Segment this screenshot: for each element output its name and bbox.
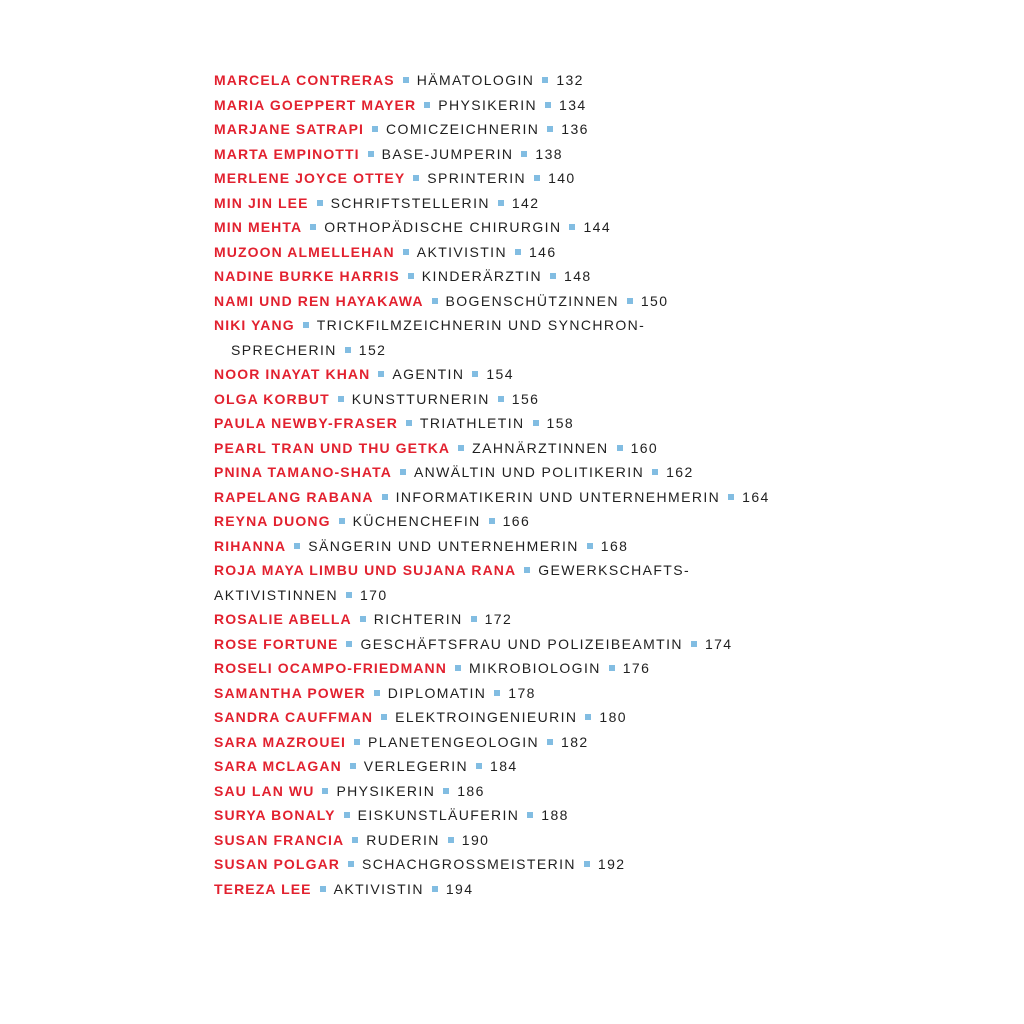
separator-square-icon (569, 224, 575, 230)
separator-square-icon (348, 861, 354, 867)
entry-role: HÄMATOLOGIN (416, 72, 535, 88)
separator-square-icon (587, 543, 593, 549)
toc-entry (214, 460, 814, 485)
separator-square-icon (458, 445, 464, 451)
separator-square-icon (534, 175, 540, 181)
entry-role: PHYSIKERIN (438, 96, 538, 113)
entry-role: AKTIVISTIN (333, 880, 424, 897)
entry-name: SAMANTHA POWER (214, 684, 366, 701)
entry-page-number: 164 (742, 488, 770, 505)
entry-page-number: 176 (622, 660, 651, 676)
entry-page-number: 140 (548, 170, 576, 186)
toc-entry (214, 68, 814, 93)
toc-entry (214, 852, 814, 877)
entry-page-number: 148 (564, 268, 592, 284)
entry-role: RUDERIN (366, 831, 440, 848)
entry-role: GESCHÄFTSFRAU UND POLIZEIBEAMTIN (360, 635, 683, 652)
separator-square-icon (403, 249, 409, 255)
entry-page-number: 170 (360, 586, 388, 603)
separator-square-icon (317, 200, 323, 206)
entry-role: RICHTERIN (373, 611, 463, 627)
entry-name: MIN MEHTA (214, 219, 303, 235)
entry-role: DIPLOMATIN (387, 684, 487, 701)
entry-role: PLANETENGEOLOGIN (368, 733, 540, 750)
entry-role: SCHACHGROSSMEISTERIN (362, 856, 576, 872)
toc-entry (214, 681, 814, 706)
separator-square-icon (374, 690, 380, 696)
entry-name: SARA MAZROUEI (214, 733, 347, 750)
separator-square-icon (339, 518, 345, 524)
entry-page-number: 144 (583, 219, 612, 235)
entry-name: MUZOON ALMELLEHAN (214, 243, 395, 260)
entry-page-number: 182 (561, 733, 589, 750)
entry-role: EISKUNSTLÄUFERIN (357, 807, 520, 823)
entry-name: SAU LAN WU (214, 782, 315, 799)
entry-role: COMICZEICHNERIN (386, 121, 540, 137)
separator-square-icon (489, 518, 495, 524)
entry-role: MIKROBIOLOGIN (468, 660, 601, 676)
entry-page-number: 180 (599, 709, 627, 725)
entry-name: ROJA MAYA LIMBU UND SUJANA RANA (214, 562, 517, 578)
entry-role: KUNSTTURNERIN (351, 390, 490, 407)
separator-square-icon (350, 763, 356, 769)
toc-entry (214, 142, 814, 167)
toc-entry (214, 509, 814, 534)
entry-page-number: 156 (511, 390, 540, 407)
toc-entry (214, 828, 814, 853)
entry-name: ROSE FORTUNE (214, 635, 339, 652)
separator-square-icon (527, 812, 533, 818)
separator-square-icon (346, 641, 352, 647)
entry-role: VERLEGERIN (363, 758, 469, 774)
separator-square-icon (443, 788, 449, 794)
entry-role: TRIATHLETIN (419, 415, 525, 431)
toc-entry (214, 607, 814, 632)
separator-square-icon (494, 690, 500, 696)
separator-square-icon (472, 371, 478, 377)
toc-entry (214, 656, 814, 681)
toc-entry (214, 730, 814, 755)
entry-name: SURYA BONALY (214, 807, 336, 823)
separator-square-icon (432, 886, 438, 892)
entry-page-number: 132 (556, 72, 584, 88)
entry-name: NIKI YANG (214, 317, 295, 333)
separator-square-icon (471, 616, 477, 622)
entry-page-number: 172 (484, 611, 513, 627)
entry-page-number: 188 (541, 807, 569, 823)
entry-page-number: 134 (559, 96, 587, 113)
separator-square-icon (372, 126, 378, 132)
separator-square-icon (524, 567, 530, 573)
separator-square-icon (627, 298, 633, 304)
entry-role: ANWÄLTIN UND POLITIKERIN (413, 464, 645, 480)
entry-name: RIHANNA (214, 537, 287, 554)
entry-role: ZAHNÄRZTINNEN (472, 439, 609, 456)
toc-entry (214, 705, 814, 730)
entry-page-number: 162 (666, 464, 694, 480)
separator-square-icon (498, 200, 504, 206)
entry-name: RAPELANG RABANA (214, 488, 374, 505)
entry-role: KINDERÄRZTIN (421, 268, 543, 284)
toc-entry (214, 313, 814, 362)
entry-name: PAULA NEWBY-FRASER (214, 415, 398, 431)
entry-page-number: 178 (508, 684, 536, 701)
separator-square-icon (413, 175, 419, 181)
toc-entry (214, 754, 814, 779)
entry-name: SUSAN POLGAR (214, 856, 340, 872)
entry-role: TRICKFILMZEICHNERIN UND SYNCHRON- (316, 317, 646, 333)
entry-name: MIN JIN LEE (214, 194, 309, 211)
entry-role: ELEKTROINGENIEURIN (395, 709, 578, 725)
separator-square-icon (322, 788, 328, 794)
separator-square-icon (550, 273, 556, 279)
toc-entry (214, 362, 814, 387)
separator-square-icon (533, 420, 539, 426)
separator-square-icon (521, 151, 527, 157)
separator-square-icon (400, 469, 406, 475)
separator-square-icon (320, 886, 326, 892)
separator-square-icon (294, 543, 300, 549)
separator-square-icon (542, 77, 548, 83)
entry-name: NOOR INAYAT KHAN (214, 366, 371, 382)
entry-role: BOGENSCHÜTZINNEN (445, 292, 619, 309)
entry-page-number: 138 (535, 145, 563, 162)
entry-name: SARA MCLAGAN (214, 758, 342, 774)
entry-role: ORTHOPÄDISCHE CHIRURGIN (324, 219, 562, 235)
separator-square-icon (338, 396, 344, 402)
separator-square-icon (346, 592, 352, 598)
entry-page-number: 160 (630, 439, 659, 456)
separator-square-icon (360, 616, 366, 622)
separator-square-icon (381, 714, 387, 720)
separator-square-icon (382, 494, 388, 500)
separator-square-icon (345, 347, 351, 353)
toc-entry (214, 632, 814, 657)
separator-square-icon (310, 224, 316, 230)
separator-square-icon (352, 837, 358, 843)
entry-name: MARTA EMPINOTTI (214, 145, 360, 162)
entry-page-number: 150 (640, 292, 669, 309)
entry-role: INFORMATIKERIN UND UNTERNEHMERIN (395, 488, 721, 505)
entry-continuation (214, 338, 814, 363)
entry-page-number: 186 (457, 782, 485, 799)
entry-page-number: 136 (561, 121, 589, 137)
entry-role: AGENTIN (392, 366, 465, 382)
entry-role: SCHRIFTSTELLERIN (330, 194, 490, 211)
entry-page-number: 184 (490, 758, 518, 774)
separator-square-icon (303, 322, 309, 328)
entry-continuation (214, 583, 814, 608)
entry-role: KÜCHENCHEFIN (352, 513, 481, 529)
entry-role: SÄNGERIN UND UNTERNEHMERIN (308, 537, 579, 554)
separator-square-icon (455, 665, 461, 671)
entry-page-number: 166 (502, 513, 531, 529)
entry-page-number: 142 (511, 194, 540, 211)
entry-name: MARIA GOEPPERT MAYER (214, 96, 417, 113)
separator-square-icon (584, 861, 590, 867)
toc-entry (214, 411, 814, 436)
entry-page-number: 174 (704, 635, 733, 652)
separator-square-icon (617, 445, 623, 451)
table-of-contents (214, 68, 814, 901)
entry-name: ROSELI OCAMPO-FRIEDMANN (214, 660, 447, 676)
separator-square-icon (652, 469, 658, 475)
toc-entry (214, 534, 814, 559)
toc-entry (214, 779, 814, 804)
entry-page-number: 154 (486, 366, 514, 382)
separator-square-icon (728, 494, 734, 500)
entry-name: PEARL TRAN UND THU GETKA (214, 439, 451, 456)
entry-name: OLGA KORBUT (214, 390, 330, 407)
toc-entry (214, 436, 814, 461)
entry-page-number: 152 (358, 341, 387, 358)
separator-square-icon (448, 837, 454, 843)
entry-name: PNINA TAMANO-SHATA (214, 464, 392, 480)
entry-page-number: 194 (445, 880, 474, 897)
entry-name: MERLENE JOYCE OTTEY (214, 170, 406, 186)
separator-square-icon (547, 126, 553, 132)
toc-entry (214, 191, 814, 216)
entry-name: NADINE BURKE HARRIS (214, 268, 400, 284)
entry-role: PHYSIKERIN (336, 782, 436, 799)
toc-entry (214, 117, 814, 142)
entry-role: AKTIVISTIN (416, 243, 507, 260)
entry-role: GEWERKSCHAFTS- (538, 562, 691, 578)
toc-entry (214, 803, 814, 828)
entry-role-continuation: AKTIVISTINNEN (214, 586, 338, 603)
separator-square-icon (585, 714, 591, 720)
separator-square-icon (403, 77, 409, 83)
entry-page-number: 146 (528, 243, 557, 260)
entry-role: SPRINTERIN (427, 170, 527, 186)
toc-entry (214, 387, 814, 412)
toc-entry (214, 215, 814, 240)
entry-name: SUSAN FRANCIA (214, 831, 345, 848)
separator-square-icon (609, 665, 615, 671)
entry-name: REYNA DUONG (214, 513, 331, 529)
separator-square-icon (545, 102, 551, 108)
separator-square-icon (432, 298, 438, 304)
entry-name: MARCELA CONTRERAS (214, 72, 395, 88)
entry-page-number: 158 (546, 415, 575, 431)
separator-square-icon (344, 812, 350, 818)
separator-square-icon (476, 763, 482, 769)
toc-entry (214, 558, 814, 607)
toc-entry (214, 289, 814, 314)
separator-square-icon (378, 371, 384, 377)
entry-name: SANDRA CAUFFMAN (214, 709, 374, 725)
entry-name: MARJANE SATRAPI (214, 121, 365, 137)
toc-entry (214, 877, 814, 902)
separator-square-icon (515, 249, 521, 255)
entry-name: NAMI UND REN HAYAKAWA (214, 292, 424, 309)
separator-square-icon (498, 396, 504, 402)
entry-page-number: 190 (461, 831, 490, 848)
toc-entry (214, 240, 814, 265)
separator-square-icon (408, 273, 414, 279)
separator-square-icon (424, 102, 430, 108)
separator-square-icon (691, 641, 697, 647)
entry-page-number: 192 (597, 856, 626, 872)
entry-name: TEREZA LEE (214, 880, 312, 897)
separator-square-icon (354, 739, 360, 745)
toc-entry (214, 93, 814, 118)
separator-square-icon (368, 151, 374, 157)
separator-square-icon (547, 739, 553, 745)
toc-entry (214, 485, 814, 510)
entry-name: ROSALIE ABELLA (214, 611, 352, 627)
toc-entry (214, 264, 814, 289)
entry-role: BASE-JUMPERIN (381, 145, 514, 162)
entry-page-number: 168 (600, 537, 629, 554)
toc-entry (214, 166, 814, 191)
separator-square-icon (406, 420, 412, 426)
entry-role-continuation: SPRECHERIN (231, 341, 337, 358)
